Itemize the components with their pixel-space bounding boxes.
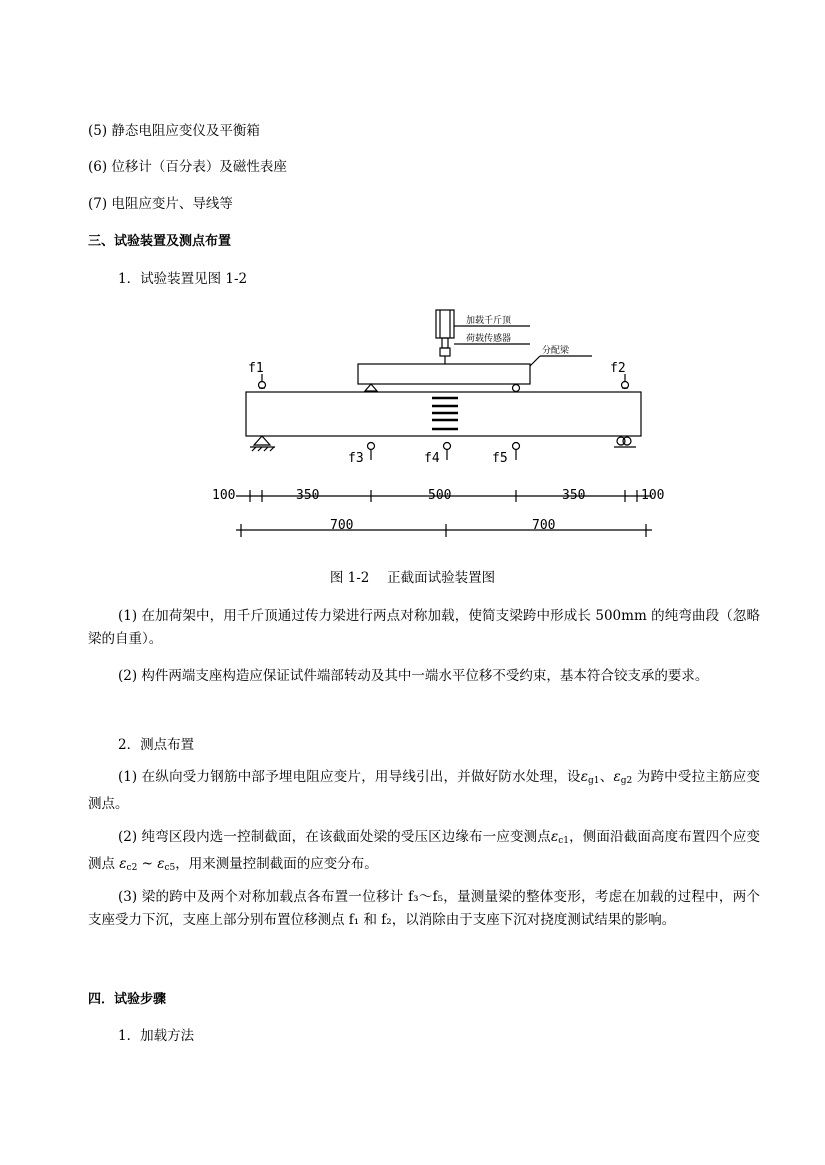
f5-label: f5 — [492, 451, 508, 466]
paragraph: (3) 梁的跨中及两个对称加载点各布置一位移计 f₃～f₅，量测量梁的整体变形，考虑在加载的过程中，两个支座受力下沉，支座上部分别布置位移测点 f₁ 和 f₂，以消除由于支座下沉对挠度测试结果的影响。 — [88, 889, 760, 928]
test-setup-figure — [0, 300, 825, 550]
f2-label: f2 — [610, 361, 626, 376]
section-heading: 四．试验步骤 — [88, 992, 167, 1007]
dim-label: 100 — [212, 488, 236, 503]
list-item: (7) 电阻应变片、导线等 — [88, 196, 233, 212]
dim-label: 350 — [562, 488, 586, 503]
dim-label: 500 — [428, 488, 452, 503]
dim-label: 350 — [296, 488, 320, 503]
list-item: (5) 静态电阻应变仪及平衡箱 — [88, 123, 260, 139]
section-heading: 三、试验装置及测点布置 — [88, 234, 232, 249]
paragraph: (2) 构件两端支座构造应保证试件端部转动及其中一端水平位移不受约束，基本符合铰支承的要求。 — [118, 668, 709, 684]
sub-heading: 1．试验装置见图 1-2 — [118, 271, 248, 287]
sub-heading: 2．测点布置 — [118, 737, 195, 753]
sensor-label: 荷载传感器 — [466, 334, 512, 344]
list-item: (6) 位移计（百分表）及磁性表座 — [88, 159, 287, 175]
jack-label: 加载千斤顶 — [466, 316, 512, 326]
dim-label: 700 — [532, 518, 556, 533]
f4-label: f4 — [424, 451, 440, 466]
paragraph: (2) 纯弯区段内选一控制截面，在该截面处梁的受压区边缘布一应变测点$\varepsilon_{c1}$，侧面沿截面高度布置四个应变测点 $\varepsilon_{c2}$ ~ $\varepsilon_{c5}$，用来测量控制截面的应变分布。 — [88, 829, 761, 873]
figure-caption: 图 1-2 正截面试验装置图 — [329, 570, 496, 586]
paragraph: (1) 在纵向受力钢筋中部予埋电阻应变片，用导线引出，并做好防水处理，设$\varepsilon_{g1}$、$\varepsilon_{g2}$ 为跨中受拉主筋应变测点。 — [88, 769, 760, 812]
dim-label: 700 — [330, 518, 354, 533]
paragraph: (1) 在加荷架中，用千斤顶通过传力梁进行两点对称加载，使简支梁跨中形成长 500mm 的纯弯曲段（忽略梁的自重）。 — [88, 608, 760, 647]
dim-label: 100 — [641, 488, 665, 503]
f1-label: f1 — [248, 361, 264, 376]
f3-label: f3 — [348, 451, 364, 466]
sub-heading: 1．加载方法 — [118, 1028, 195, 1044]
beam-label: 分配梁 — [542, 346, 570, 356]
